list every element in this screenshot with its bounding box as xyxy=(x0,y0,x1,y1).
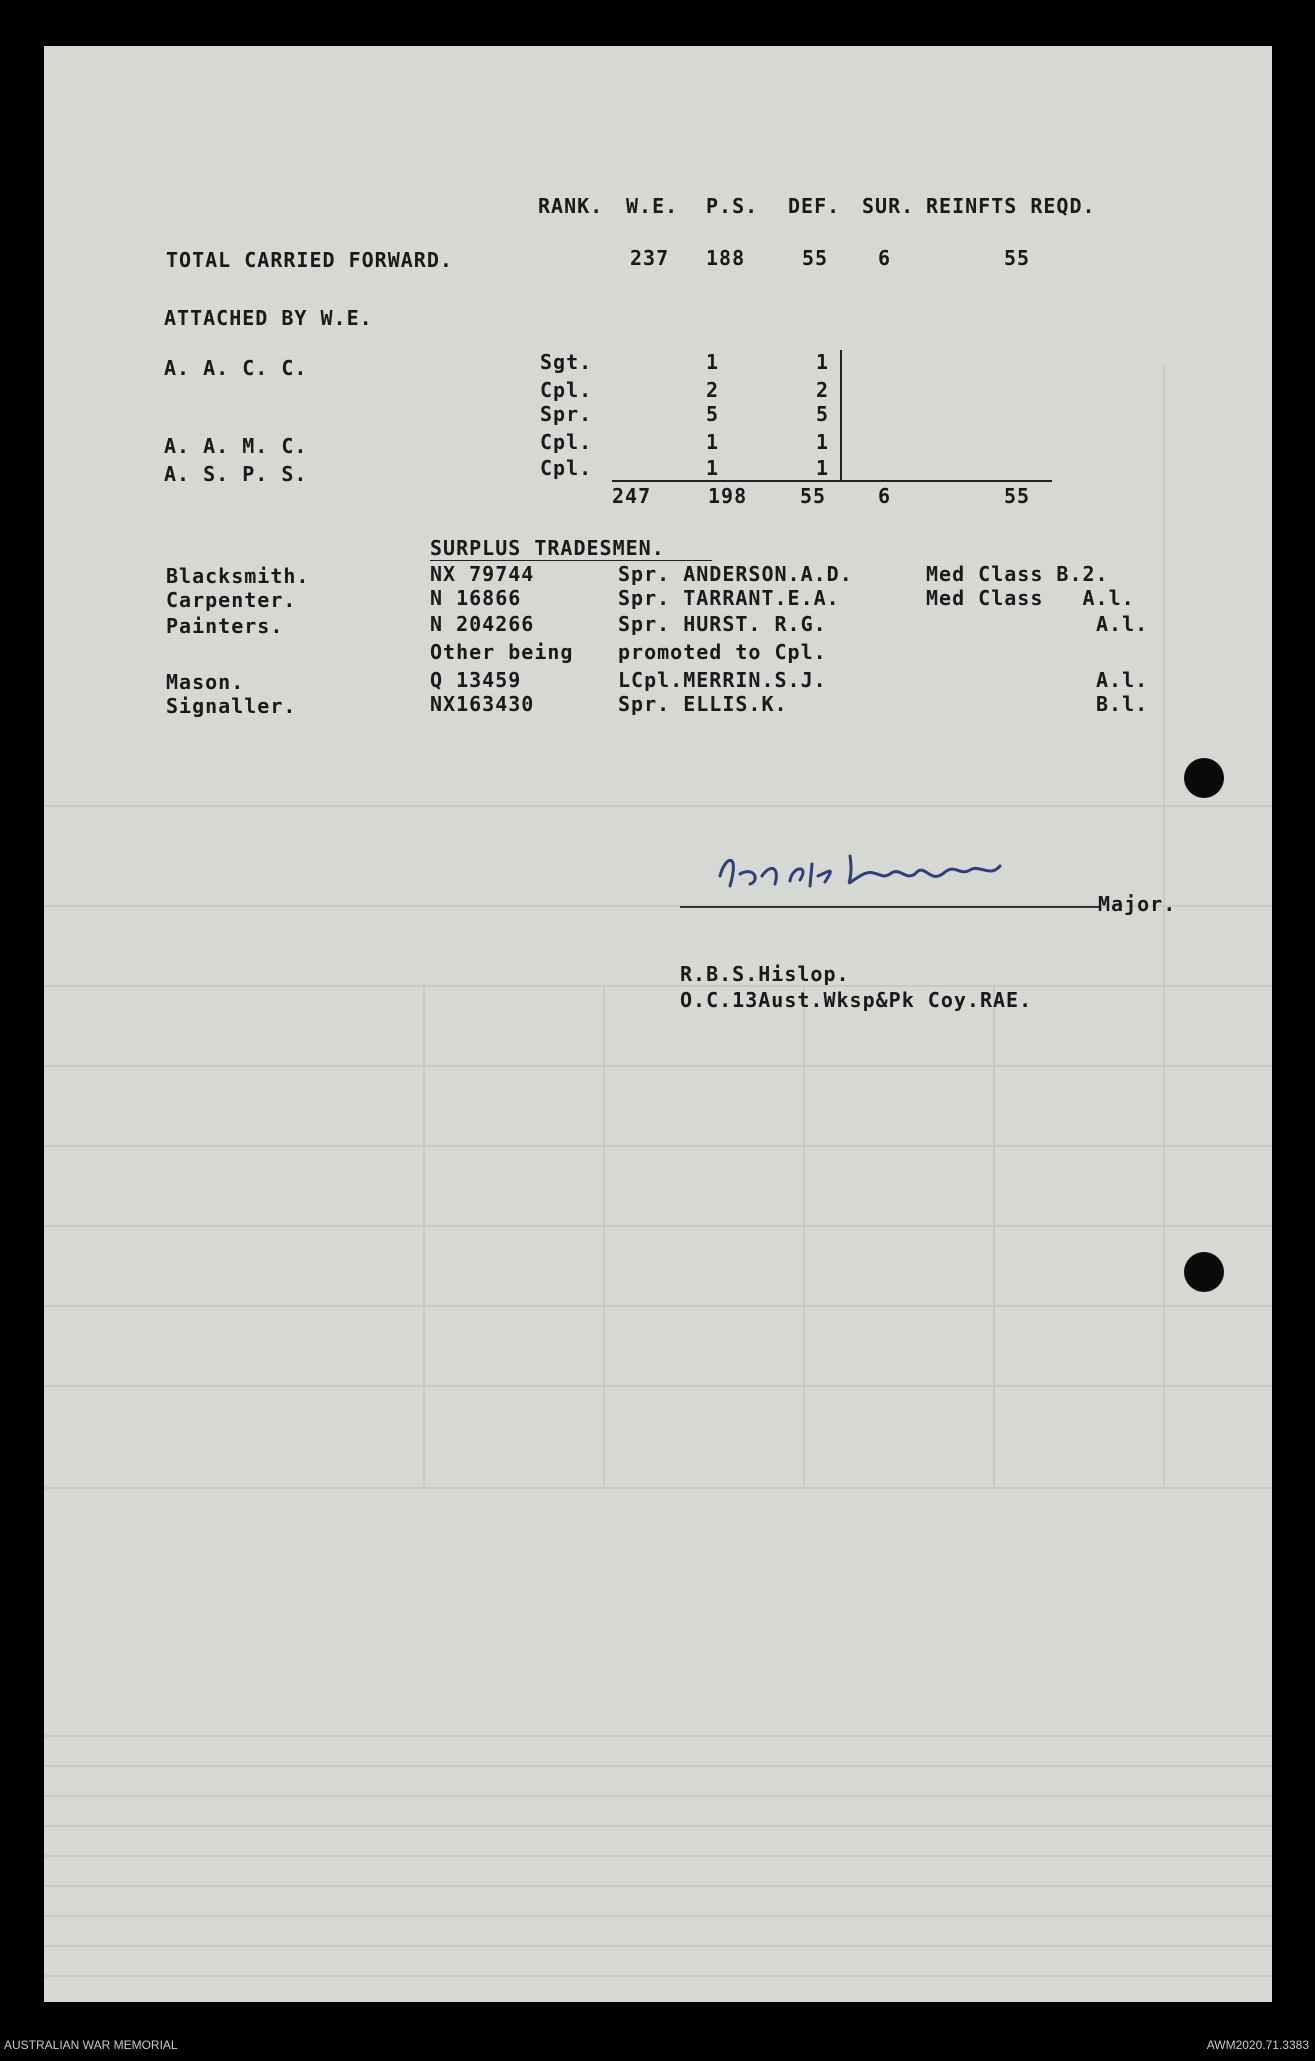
attached-we: 1 xyxy=(706,430,720,454)
surplus-trade: Painters. xyxy=(166,614,284,638)
surplus-trade: Blacksmith. xyxy=(166,564,310,588)
surplus-class: A.l. xyxy=(1096,668,1149,692)
surplus-name: LCpl.MERRIN.S.J. xyxy=(618,668,827,692)
attached-ps: 1 xyxy=(816,430,830,454)
attached-rank: Cpl. xyxy=(540,430,593,454)
attached-ps: 1 xyxy=(816,350,830,374)
surplus-note: Other being xyxy=(430,640,574,664)
col-we: W.E. xyxy=(626,194,679,218)
surplus-note: promoted to Cpl. xyxy=(618,640,827,664)
signatory-unit: O.C.13Aust.Wksp&Pk Coy.RAE. xyxy=(680,988,1033,1012)
surplus-number: NX 79744 xyxy=(430,562,535,586)
surplus-trade: Carpenter. xyxy=(166,588,297,612)
total-reinf: 55 xyxy=(1004,484,1031,508)
surplus-name: Spr. ELLIS.K. xyxy=(618,692,788,716)
attached-we: 5 xyxy=(706,402,720,426)
surplus-trade: Mason. xyxy=(166,670,245,694)
attached-unit: A. S. P. S. xyxy=(164,462,308,486)
attached-rank: Cpl. xyxy=(540,456,593,480)
attached-unit: A. A. C. C. xyxy=(164,356,308,380)
handwritten-signature xyxy=(700,836,1120,906)
col-rank: RANK. xyxy=(538,194,604,218)
attached-rank: Cpl. xyxy=(540,378,593,402)
total-ps: 198 xyxy=(708,484,748,508)
attached-heading: ATTACHED BY W.E. xyxy=(164,306,373,330)
total-sur: 6 xyxy=(878,484,892,508)
bleed-through-form-lines xyxy=(44,46,1272,2002)
surplus-number: NX163430 xyxy=(430,692,535,716)
surplus-trade: Signaller. xyxy=(166,694,297,718)
col-def: DEF. xyxy=(788,194,841,218)
signature-line xyxy=(680,906,1100,908)
footer-reference: AWM2020.71.3383 xyxy=(1206,2038,1309,2052)
surplus-name: Spr. TARRANT.E.A. xyxy=(618,586,840,610)
signature-title: Major. xyxy=(1098,892,1177,916)
attached-ps: 1 xyxy=(816,456,830,480)
footer-credit: AUSTRALIAN WAR MEMORIAL xyxy=(4,2038,178,2052)
surplus-class: Med Class A.l. xyxy=(926,586,1135,610)
total-def: 55 xyxy=(800,484,827,508)
surplus-heading: SURPLUS TRADESMEN. xyxy=(430,536,665,560)
carried-def: 55 xyxy=(802,246,829,270)
surplus-class: Med Class B.2. xyxy=(926,562,1109,586)
total-we: 247 xyxy=(612,484,652,508)
signatory-name: R.B.S.Hislop. xyxy=(680,962,850,986)
attached-we: 1 xyxy=(706,350,720,374)
surplus-name: Spr. ANDERSON.A.D. xyxy=(618,562,853,586)
punch-hole-top xyxy=(1184,758,1224,798)
surplus-number: N 16866 xyxy=(430,586,522,610)
surplus-number: Q 13459 xyxy=(430,668,522,692)
surplus-class: B.l. xyxy=(1096,692,1149,716)
surplus-underline xyxy=(430,560,712,561)
carried-ps: 188 xyxy=(706,246,746,270)
carried-reinf: 55 xyxy=(1004,246,1031,270)
attached-rank: Spr. xyxy=(540,402,593,426)
attached-ps: 2 xyxy=(816,378,830,402)
carried-label: TOTAL CARRIED FORWARD. xyxy=(166,248,453,272)
carried-sur: 6 xyxy=(878,246,892,270)
surplus-number: N 204266 xyxy=(430,612,535,636)
attached-ps: 5 xyxy=(816,402,830,426)
attached-we: 1 xyxy=(706,456,720,480)
carried-we: 237 xyxy=(630,246,670,270)
col-ps: P.S. xyxy=(706,194,759,218)
col-reinfts: REINFTS REQD. xyxy=(926,194,1096,218)
col-sur: SUR. xyxy=(862,194,915,218)
attached-unit: A. A. M. C. xyxy=(164,434,308,458)
surplus-class: A.l. xyxy=(1096,612,1149,636)
document-sheet xyxy=(44,46,1272,2002)
punch-hole-bottom xyxy=(1184,1252,1224,1292)
attached-we: 2 xyxy=(706,378,720,402)
attached-rank: Sgt. xyxy=(540,350,593,374)
total-rule xyxy=(612,480,1052,482)
surplus-name: Spr. HURST. R.G. xyxy=(618,612,827,636)
vertical-rule xyxy=(840,350,842,482)
